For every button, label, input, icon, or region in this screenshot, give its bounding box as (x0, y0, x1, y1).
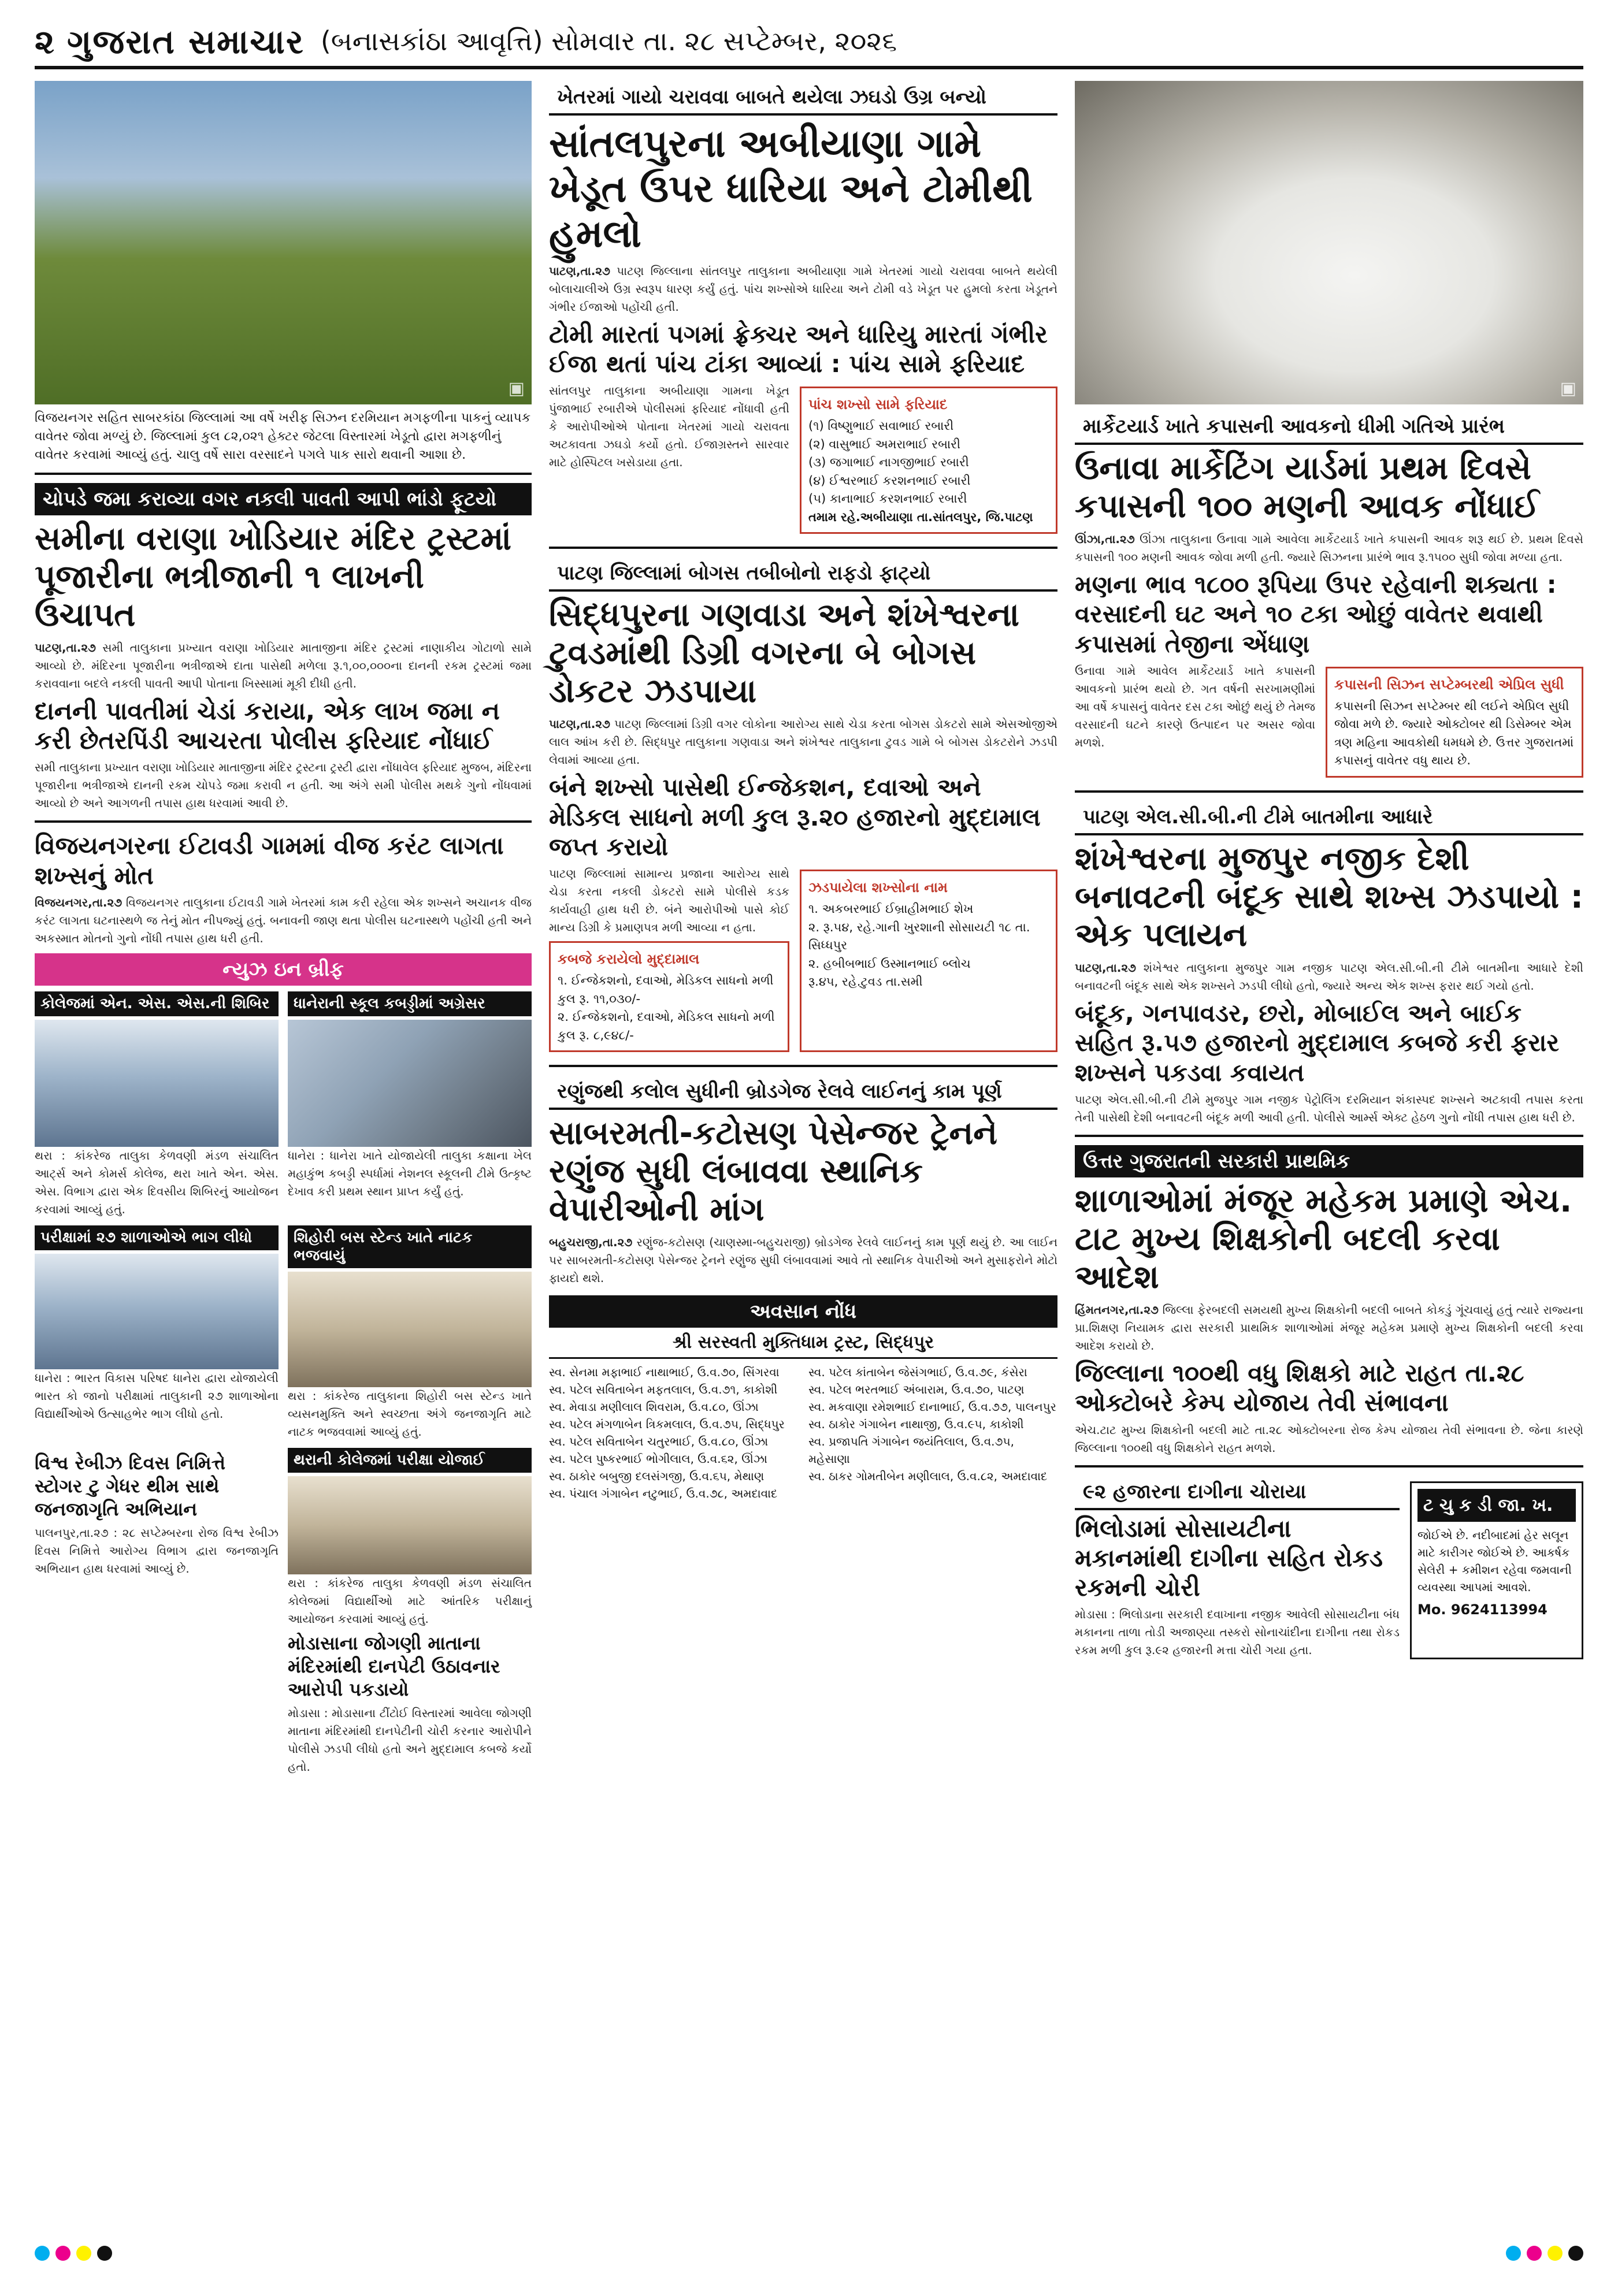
brief-grid (35, 991, 532, 1218)
story-left (1075, 1476, 1400, 1660)
story-kicker: ૯૨ હજારના દાગીના ચોરાયા (1075, 1476, 1400, 1510)
obituary-entry: સ્વ. ઠાકર ગોમતીબેન મણીલાલ, ઉ.વ.૮૨, અમદાવાદ (808, 1469, 1048, 1484)
black-dot (97, 2246, 112, 2261)
dateline: પાટણ,તા.૨૭ (549, 263, 610, 278)
story-columns (1075, 662, 1583, 782)
list-item: (૩) જગાભાઈ નાગજીભાઈ રબારી (808, 455, 969, 470)
dateline: પાટણ,તા.૨૭ (1075, 961, 1136, 975)
brief-body: ધાનેરા : ભારત વિકાસ પરિષદ ધાનેરા દ્વારા યોજાયેલી ભારત કો જાનો પરીક્ષામાં તાલુકાની ૨૭ શાળાઓના વિદ્યાર્થીઓએ ઉત્સાહભેર ભાગ લીધો હતો. (35, 1370, 279, 1421)
list-item: (૪) ઈશ્વરભાઈ કરશનભાઈ રબારી (808, 473, 971, 488)
black-dot (1568, 2246, 1583, 2261)
story-subheadline: દાનની પાવતીમાં ચેડાં કરાયા, એક લાખ જમા ન કરી છેતરપિંડી આચરતા પોલીસ ફરિયાદ નોંધાઈ (35, 696, 500, 755)
brief-grid (35, 1448, 532, 1776)
image-icon: ▣ (1560, 378, 1576, 399)
brief-title: વિશ્વ રેબીઝ દિવસ નિમિત્તે સ્ટોગર ટુ ગેધર થીમ સાથે જનજાગૃતિ અભિયાન (35, 1451, 226, 1520)
list-item: ૨. ઈન્જેકશનો, દવાઓ, મેડિકલ સાધનો મળી કુલ રૂ. ૮,૯૪૮/- (558, 1010, 775, 1042)
page-number: ૨ (35, 21, 55, 61)
obituary-entry: સ્વ. પટેલ સવિતાબેન ચતુરભાઈ, ઉ.વ.૮૦, ઊંઝા (549, 1435, 769, 1449)
magenta-dot (1527, 2246, 1542, 2261)
brief-body: થરા : કાંકરેજ તાલુકા કેળવણી મંડળ સંચાલિત કોલેજમાં વિદ્યાર્થીઓ માટે આંતરિક પરીક્ષાનું આયોજન કરવામાં આવ્યું હતું. (288, 1576, 532, 1626)
story-headline: ભિલોડામાં સોસાયટીના મકાનમાંથી દાગીના સહિત રોકડ રકમની ચોરી (1075, 1514, 1383, 1602)
obituary-entry: સ્વ. પટેલ સવિતાબેન મફતલાલ, ઉ.વ.૭૧, કાકોશી (549, 1383, 778, 1397)
obituary-entry: સ્વ. પટેલ મંગળાબેન ત્રિકમલાલ, ઉ.વ.૭૫, સિદ્ધપુર (549, 1417, 785, 1432)
story-kicker: ચોપડે જમા કરાવ્યા વગર નકલી પાવતી આપી ભાંડો ફૂટયો (35, 483, 532, 515)
brief-photo (35, 1254, 279, 1369)
box-title: પાંચ શખ્સો સામે ફરિયાદ (808, 396, 948, 413)
list-item: ૧. ઈન્જેકશનો, દવાઓ, મેડિકલ સાધનો મળી કુલ રૂ. ૧૧,૦૩૦/- (558, 974, 774, 1006)
divider (35, 473, 532, 475)
classified-body: જોઈએ છે. નદીબાદમાં હેર સલૂન માટે કારીગર જોઈએ છે. આકર્ષક સેલેરી + કમીશન રહેવા જમવાની વ્યવસ્થા આપમાં આવશે. (1417, 1528, 1572, 1594)
brief-item (35, 1225, 279, 1441)
story-body: પાટણ,તા.૨૭ શંખેશ્વર તાલુકાના મુજપુર ગામ નજીક પાટણ એલ.સી.બી.ની ટીમે બાતમીના આધારે દેશી બનાવટની બંદૂક સાથે એક શખ્સને ઝડપી લીધો હતો, જ્યારે અન્ય એક શખ્સ ફરાર થઈ ગયો હતો. (1075, 961, 1583, 993)
brief-body: થરા : કાંકરેજ તાલુકા કેળવણી મંડળ સંચાલિત આર્ટ્સ અને કોમર્સ કોલેજ, થરા ખાતે એન. એસ. એસ. વિભાગ દ્વારા એક દિવસીય શિબિરનું આયોજન કરવામાં આવ્યું હતું. (35, 1148, 279, 1216)
list-item: (૧) વિષ્ણુભાઈ સવાભાઈ રબારી (808, 419, 954, 433)
divider (549, 1065, 1057, 1067)
box-title: ઝડપાયેલા શખ્સોના નામ (808, 879, 948, 896)
box-body: કપાસની સિઝન સપ્ટેમ્બર થી લઈને એપ્રિલ સુધી જોવા મળે છે. જ્યારે ઓક્ટોબર થી ડિસેમ્બર એમ ત્રણ મહિના આવકોથી ધમધમે છે. ઉત્તર ગુજરાતમાં કપાસનું વાવેતર વધુ થાય છે. (1334, 699, 1574, 768)
brief-photo (288, 1020, 532, 1147)
dateline: બહુચરાજી,તા.૨૭ (549, 1235, 633, 1250)
story-columns (549, 382, 1057, 538)
color-dots-left (35, 2246, 112, 2261)
story-body: એચ.ટાટ મુખ્ય શિક્ષકોની બદલી માટે તા.૨૮ ઓક્ટોબરના રોજ કેમ્પ યોજાય તેવી સંભાવના છે. જેના કારણે જિલ્લાના ૧૦૦થી વધુ શિક્ષકોને રાહત મળશે. (1075, 1422, 1583, 1455)
box-footer: તમામ રહે.અબીયાણા તા.સાંતલપુર, જિ.પાટણ (808, 510, 1033, 524)
brief-title: થરાની કોલેજમાં પરીક્ષા યોજાઈ (288, 1448, 532, 1473)
story-subheadline: જિલ્લાના ૧૦૦થી વધુ શિક્ષકો માટે રાહત તા.૨૮ ઓક્ટોબરે કેમ્પ યોજાય તેવી સંભાવના (1075, 1359, 1524, 1417)
story-subheadline: બંદૂક, ગનપાવડર, છરો, મોબાઈલ અને બાઈક સહિત રૂ.૫૭ હજારનો મુદ્દામાલ કબજે કરી ફરાર શખ્સને પકડવા કવાયત (1075, 999, 1560, 1087)
story-headline: સાંતલપુરના અબીયાણા ગામે ખેડૂત ઉપર ધારિયા અને ટોમીથી હુમલો (549, 121, 1033, 256)
column-middle (549, 81, 1057, 1502)
story-headline: સાબરમતી-કટોસણ પેસેન્જર ટ્રેનને રણુંજ સુધી લંબાવવા સ્થાનિક વેપારીઓની માંગ (549, 1114, 997, 1229)
brief-photo (35, 1020, 279, 1147)
brief-body: થરા : કાંકરેજ તાલુકાના શિહોરી બસ સ્ટેન્ડ ખાતે વ્યસનમુક્તિ અને સ્વચ્છતા અંગે જનજાગૃતિ માટે નાટક ભજવવામાં આવ્યું હતું. (288, 1388, 532, 1439)
story-body: મોડાસા : ભિલોડાના સરકારી દવાખાના નજીક આવેલી સોસાયટીના બંધ મકાનના તાળા તોડી અજાણ્યા તસ્કરો સોનાચાંદીના દાગીના તથા રોકડ રકમ મળી કુલ રૂ.૯૨ હજારની મત્તા ચોરી ગયા હતા. (1075, 1607, 1400, 1658)
story-body: બહુચરાજી,તા.૨૭ રણુંજ-કટોસણ (ચાણસ્મા-બહુચરાજી) બ્રોડગેજ રેલવે લાઈનનું કામ પૂર્ણ થયું છે. આ લાઈન પર સાબરમતી-કટોસણ પેસેન્જર ટ્રેનને રણુંજ સુધી લંબાવવામાં આવે તો સ્થાનિક વેપારીઓ અને મુસાફરોને મોટો ફાયદો થશે. (549, 1235, 1058, 1286)
brief-title: કોલેજમાં એન. એસ. એસ.ની શિબિર (35, 991, 279, 1016)
brief-title: પરીક્ષામાં ૨૭ શાળાઓએ ભાગ લીધો (35, 1225, 279, 1250)
farm-photo (35, 81, 532, 404)
dateline: ઊંઝા,તા.૨૭ (1075, 532, 1135, 547)
brief-title: શિહોરી બસ સ્ટેન્ડ ખાતે નાટક ભજવાયું (288, 1225, 532, 1268)
dateline: પાટણ,તા.૨૭ (549, 717, 610, 731)
brief-body: પાલનપુર,તા.૨૭ : ૨૮ સપ્ટેમ્બરના રોજ વિશ્વ રેબીઝ દિવસ નિમિત્તે આરોગ્ય વિભાગ દ્વારા જનજાગૃતિ અભિયાન હાથ ધરવામાં આવ્યું છે. (35, 1525, 279, 1576)
story-kicker: માર્કેટયાર્ડ ખાતે કપાસની આવકનો ધીમી ગતિએ પ્રારંભ (1075, 410, 1583, 445)
story-body: ઉનાવા ગામે આવેલ માર્કેટયાર્ડ ખાતે કપાસની આવકનો પ્રારંભ થયો છે. ગત વર્ષની સરખામણીમાં આ વર્ષે કપાસનું વાવેતર દસ ટકા ઓછું થયું છે તેમજ વરસાદની ઘટને કારણે ઉત્પાદન પર અસર જોવા મળશે. (1075, 663, 1315, 749)
classified-title: ટ ચુ ક ડી જા. ખ. (1417, 1489, 1576, 1522)
edition-line: (બનાસકાંઠા આવૃત્તિ) સોમવાર તા. ૨૮ સપ્ટેમ્બર, ૨૦૨૬ (320, 25, 897, 57)
story-kicker: પાટણ જિલ્લામાં બોગસ તબીબોનો રાફડો ફાટ્યો (549, 557, 1057, 592)
cyan-dot (35, 2246, 50, 2261)
divider (1075, 1465, 1583, 1467)
story-body: પાટણ જિલ્લામાં સામાન્ય પ્રજાના આરોગ્ય સાથે ચેડા કરતા નકલી ડોકટરો સામે પોલીસે કડક કાર્યવાહી હાથ ધરી છે. બંને આરોપીઓ પાસે કોઈ માન્ય ડિગ્રી કે પ્રમાણપત્ર મળી આવ્યા ન હતા. (549, 867, 789, 935)
classified-ad (1410, 1481, 1583, 1660)
brief-item (35, 991, 279, 1218)
obituary-head: અવસાન નોંધ (549, 1295, 1057, 1328)
story-body: પાટણ એલ.સી.બી.ની ટીમે મુજપુર ગામ નજીક પેટ્રોલિંગ દરમિયાન શંકાસ્પદ શખ્સને અટકાવી તપાસ કરતા તેની પાસેથી દેશી બનાવટની બંદૂક મળી આવી હતી. પોલીસે આર્મ્સ એક્ટ હેઠળ ગુનો નોંધી તપાસ હાથ ધરી છે. (1075, 1092, 1583, 1124)
obituary-section (549, 1295, 1057, 1502)
story-body: પાટણ,તા.૨૭ પાટણ જિલ્લામાં ડિગ્રી વગર લોકોના આરોગ્ય સાથે ચેડા કરતા બોગસ ડોકટરો સામે એસઓજીએ લાલ આંખ કરી છે. સિદ્ધપુર તાલુકાના ગણવાડા અને શંખેશ્વર તાલુકાના ટુવડ ગામે બે બોગસ ડોકટરોને ઝડપી લેવામાં આવ્યા હતા. (549, 717, 1057, 767)
print-registration-bar (35, 2242, 1583, 2265)
story-headline: મોડાસાના જોગણી માતાના મંદિરમાંથી દાનપેટી ઉઠાવનાર આરોપી પકડાયો (288, 1632, 500, 1700)
story-subheadline: ટોમી મારતાં પગમાં ફ્રેક્ચર અને ધારિયુ મારતાં ગંભીર ઈજા થતાં પાંચ ટાંકા આવ્યાં : પાંચ સામે ફરિયાદ (549, 319, 1048, 378)
list-item: રૂ.૪૫, રહે.ટુવડ તા.સમી (808, 975, 923, 989)
story-body: સાંતલપુર તાલુકાના અબીયાણા ગામના ખેડૂત પુંજાભાઈ રબારીએ પોલીસમાં ફરિયાદ નોંધાવી હતી કે આરોપીઓએ પોતાના ખેતરમાં ગાયો ચરાવતા અટકાવતા ઝઘડો કર્યો હતો. ઈજાગ્રસ્તને સારવાર માટે હોસ્પિટલ ખસેડાયા હતા. (549, 384, 789, 470)
brief-title: ધાનેરાની સ્કૂલ કબડ્ડીમાં અગ્રેસર (288, 991, 532, 1016)
obituary-entry: સ્વ. પંચાલ ગંગાબેન નટુભાઈ, ઉ.વ.૭૮, અમદાવાદ (549, 1487, 778, 1501)
column-right (1075, 81, 1583, 1659)
divider (35, 820, 532, 823)
story-body: મોડાસા : મોડાસાના ટીંટોઈ વિસ્તારમાં આવેલા જોગણી માતાના મંદિરમાંથી દાનપેટીની ચોરી કરનાર આરોપીને પોલીસે ઝડપી લીધો હતો અને મુદ્દામાલ કબજે કર્યો હતો. (288, 1706, 532, 1774)
cotton-photo (1075, 81, 1583, 404)
brief-item (35, 1448, 279, 1776)
story-columns (549, 865, 1057, 1057)
divider (549, 547, 1057, 549)
masthead (35, 17, 1583, 69)
story-kicker: પાટણ એલ.સી.બી.ની ટીમે બાતમીના આધારે (1075, 801, 1583, 835)
story-subheadline: મણના ભાવ ૧૮૦૦ રૂપિયા ઉપર રહેવાની શક્યતા : વરસાદની ઘટ અને ૧૦ ટકા ઓછું વાવેતર થવાથી કપાસમાં તેજીના એંધાણ (1075, 570, 1557, 658)
list-item: ૨. હબીબભાઈ ઉસ્માનભાઈ બ્લોચ (808, 956, 971, 971)
accused-list-box (800, 387, 1057, 534)
story-headline: વિજયનગરના ઈટાવડી ગામમાં વીજ કરંટ લાગતા શખ્સનું મોત (35, 831, 504, 890)
story-headline: ઉનાવા માર્કેટિંગ યાર્ડમાં પ્રથમ દિવસે કપાસની ૧૦૦ મણની આવક નોંધાઈ (1075, 449, 1539, 526)
divider (1075, 790, 1583, 793)
yellow-dot (76, 2246, 91, 2261)
story-headline: સિદ્ધપુરના ગણવાડા અને શંખેશ્વરના ટુવડમાંથી ડિગ્રી વગરના બે બોગસ ડોકટર ઝડપાયા (549, 596, 1019, 711)
story-headline: શાળાઓમાં મંજૂર મહેકમ પ્રમાણે એચ. ટાટ મુખ્ય શિક્ષકોની બદલી કરવા આદેશ (1075, 1182, 1572, 1296)
column-left (35, 81, 532, 1776)
classified-phone: Mo. 9624113994 (1417, 1601, 1548, 1618)
obituary-org: શ્રી સરસ્વતી મુક્તિધામ ટ્રસ્ટ, સિદ્ધપુર (549, 1328, 1057, 1359)
story-headline: શંખેશ્વરના મુજપુર નજીક દેશી બનાવટની બંદૂક સાથે શખ્સ ઝડપાયો : એક પલાયન (1075, 839, 1583, 954)
dateline: પાટણ,તા.૨૭ (35, 640, 96, 655)
farm-photo-caption: વિજયનગર સહિત સાબરકાંઠા જિલ્લામાં આ વર્ષે ખરીફ સિઝન દરમિયાન મગફળીના પાકનું વ્યાપક વાવેતર જોવા મળ્યું છે. જિલ્લામાં કુલ ૮૨,૦૨૧ હેક્ટર જેટલા વિસ્તારમાં ખેડૂતો દ્વારા મગફળીનું વાવેતર કરવામાં આવ્યું હતું. ચાલુ વર્ષે સારા વરસાદને પગલે પાક સારો થવાની આશા છે. (35, 411, 531, 462)
cotton-season-box (1326, 667, 1583, 778)
story-columns (1075, 1476, 1583, 1660)
story-body: વિજયનગર,તા.૨૭ વિજયનગર તાલુકાના ઈટાવડી ગામે ખેતરમાં કામ કરી રહેલા એક શખ્સને અચાનક વીજ કરંટ લાગતા ઘટનાસ્થળે જ તેનું મોત નીપજ્યું હતું. બનાવની જાણ થતા પોલીસ ઘટનાસ્થળે પહોંચી હતી અને અકસ્માત મોતનો ગુનો નોંધી તપાસ હાથ ધરી હતી. (35, 895, 532, 945)
obituary-entry: સ્વ. પટેલ પુષ્કરભાઈ ભોગીલાલ, ઉ.વ.૬૨, ઊંઝા (549, 1452, 767, 1466)
paper-name: ગુજરાત સમાચાર (67, 21, 305, 61)
brief-grid (35, 1225, 532, 1441)
obituary-entry: સ્વ. પટેલ ભરતભાઈ અંબારામ, ઉ.વ.૭૦, પાટણ (808, 1383, 1025, 1397)
arrested-names-box (800, 870, 1057, 1052)
cyan-dot (1506, 2246, 1521, 2261)
obituary-entry: સ્વ. ઠાકોર બબુજી દલસંગજી, ઉ.વ.૬૫, મેથાણ (549, 1469, 765, 1484)
box-title: કબજે કરાયેલો મુદ્દામાલ (558, 951, 700, 968)
story-body: ઊંઝા,તા.૨૭ ઊંઝા તાલુકાના ઉનાવા ગામે આવેલા માર્કેટયાર્ડ ખાતે કપાસની આવક શરૂ થઈ છે. પ્રથમ દિવસે કપાસની ૧૦૦ મણની આવક જોવા મળી હતી. જ્યારે સિઝનના પ્રારંભે ભાવ રૂ.૧૫૦૦ સુધી જોવા મળ્યા હતા. (1075, 532, 1583, 564)
obituary-entry: સ્વ. સેનમા મફાભાઈ નાથાભાઈ, ઉ.વ.૭૦, સિંગરવા (549, 1365, 780, 1380)
color-dots-right (1506, 2246, 1583, 2261)
obituary-entry: સ્વ. ઠાકોર ગંગાબેન નાથાજી, ઉ.વ.૯૫, કાકોશી (808, 1417, 1024, 1432)
story-body: પાટણ,તા.૨૭ સમી તાલુકાના પ્રખ્યાત વરાણા ખોડિયાર માતાજીના મંદિર ટ્રસ્ટમાં નાણાકીય ગોટાળો સામે આવ્યો છે. મંદિરના પૂજારીના ભત્રીજાએ દાતા પાસેથી મળેલા રૂ.૧,૦૦,૦૦૦ના દાનની રકમ ટ્રસ્ટમાં જમા કરાવવાના બદલે નકલી પાવતી આપી પોતાના ખિસ્સામાં મૂકી દીધી હતી. (35, 640, 532, 690)
yellow-dot (1548, 2246, 1563, 2261)
dateline: વિજયનગર,તા.૨૭ (35, 895, 123, 909)
obituary-entry: સ્વ. પ્રજાપતિ ગંગાબેન જયંતિલાલ, ઉ.વ.૭૫, મહેસાણા (808, 1435, 1014, 1466)
story-body: હિંમતનગર,તા.૨૭ જિલ્લા ફેરબદલી સમયથી મુખ્ય શિક્ષકોની બદલી બાબતે કોકડું ગૂંચવાયું હતું ત્યારે રાજ્યના પ્રા.શિક્ષણ નિયામક દ્વારા સરકારી પ્રાથમિક શાળાઓમાં મંજૂર મહેકમ પ્રમાણે મુખ્ય શિક્ષકોની બદલી કરવા આદેશ કરાયો છે. (1075, 1303, 1583, 1353)
brief-item (288, 1225, 532, 1441)
list-item: ૨. રૂ.૫૪, રહે.ગાની ખુરશાની સોસાયટી ૧૮ તા. સિધ્ધપુર (808, 920, 1030, 953)
story-subheadline: બંને શખ્સો પાસેથી ઈન્જેકશન, દવાઓ અને મેડિકલ સાધનો મળી કુલ રૂ.૨૦ હજારનો મુદ્દામાલ જપ્ત કરાયો (549, 773, 1041, 861)
magenta-dot (55, 2246, 70, 2261)
divider (1075, 1135, 1583, 1137)
story-left (549, 865, 789, 1057)
list-item: (૨) વાસુભાઈ અમરાભાઈ રબારી (808, 437, 961, 451)
list-item: (૫) કાનાભાઈ કરશનભાઈ રબારી (808, 492, 967, 506)
image-icon: ▣ (508, 378, 525, 399)
dateline: હિંમતનગર,તા.૨૭ (1075, 1303, 1159, 1317)
brief-photo (288, 1272, 532, 1387)
story-kicker: ખેતરમાં ગાયો ચરાવવા બાબતે થયેલા ઝઘડો ઉગ્ર બન્યો (549, 81, 1057, 116)
brief-body: ધાનેરા : ધાનેરા ખાતે યોજાયેલી તાલુકા કક્ષાના ખેલ મહાકુંભ કબડ્ડી સ્પર્ધામાં નેશનલ સ્કૂલની ટીમે ઉત્કૃષ્ટ દેખાવ કરી પ્રથમ સ્થાન પ્રાપ્ત કર્યું હતું. (288, 1148, 532, 1198)
obituary-entry: સ્વ. મકવાણા રમેશભાઈ દાનાભાઈ, ઉ.વ.૭૭, પાલનપુર (808, 1400, 1056, 1414)
story-kicker: ઉત્તર ગુજરાતની સરકારી પ્રાથમિક (1075, 1145, 1583, 1177)
story-body: પાટણ,તા.૨૭ પાટણ જિલ્લાના સાંતલપુર તાલુકાના અબીયાણા ગામે ખેતરમાં ગાયો ચરાવવા બાબતે થયેલી બોલાચાલીએ ઉગ્ર સ્વરૂપ ધારણ કર્યું હતું. પાંચ શખ્સોએ ધારિયા અને ટોમી વડે ખેડૂત પર હુમલો કરતા ખેડૂતને ગંભીર ઈજાઓ પહોંચી હતી. (549, 263, 1057, 314)
seized-goods-box (549, 941, 789, 1052)
brief-photo (288, 1476, 532, 1574)
obituary-entry: સ્વ. પટેલ કાંતાબેન જેસંગભાઈ, ઉ.વ.૭૯, કંસેરા (808, 1365, 1027, 1380)
story-headline: સમીના વરાણા ખોડિયાર મંદિર ટ્રસ્ટમાં પૂજારીના ભત્રીજાની ૧ લાખની ઉચાપત (35, 519, 512, 634)
story-body: સમી તાલુકાના પ્રખ્યાત વરાણા ખોડિયાર માતાજીના મંદિર ટ્રસ્ટના ટ્રસ્ટી દ્વારા નોંધાવેલ ફરિયાદ મુજબ, મંદિરના પૂજારીના ભત્રીજાએ દાનની રકમ ચોપડે જમા કરાવી ન હતી. આ અંગે સમી પોલીસ મથકે ગુનો નોંધવામાં આવ્યો છે અને આગળની તપાસ હાથ ધરવામાં આવી છે. (35, 760, 532, 811)
obituary-list (549, 1364, 1057, 1502)
brief-item (288, 1448, 532, 1776)
story-kicker: રણુંજથી કલોલ સુધીની બ્રોડગેજ રેલવે લાઈનનું કામ પૂર્ણ (549, 1075, 1057, 1110)
box-title: કપાસની સિઝન સપ્ટેમ્બરથી એપ્રિલ સુધી (1334, 676, 1564, 693)
obituary-entry: સ્વ. મેવાડા મણીલાલ શિવરામ, ઉ.વ.૮૦, ઊંઝા (549, 1400, 759, 1414)
news-in-brief-bar: ન્યુઝ ઇન બ્રીફ (35, 953, 532, 986)
list-item: ૧. અકબરભાઈ ઈબ્રાહીમભાઈ શેખ (808, 902, 974, 916)
brief-item (288, 991, 532, 1218)
